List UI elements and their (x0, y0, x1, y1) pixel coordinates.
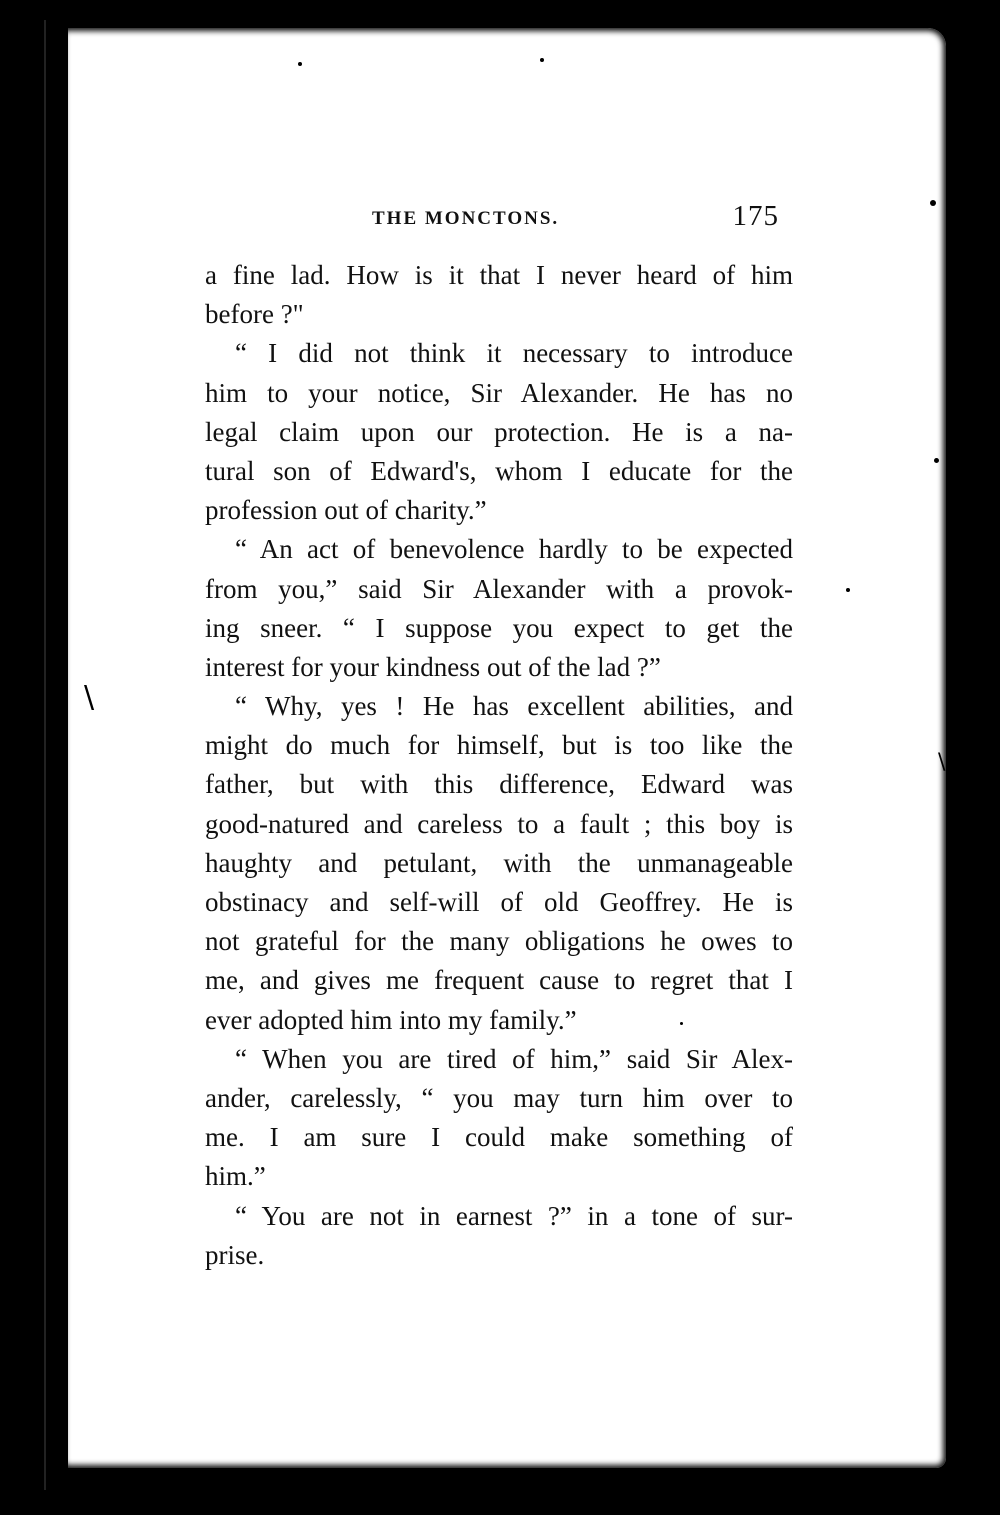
text-line: ing sneer. “ I suppose you expect to get the (205, 612, 793, 643)
text-line: ander, carelessly, “ you may turn him over to (205, 1082, 793, 1113)
text-line: “ An act of benevolence hardly to be expected (235, 534, 793, 565)
running-head: THE MONCTONS. (372, 208, 560, 229)
text-line: prise. (205, 1239, 265, 1270)
text-line: father, but with this difference, Edward was (205, 769, 793, 800)
text-line: interest for your kindness out of the lad ?” (205, 651, 661, 682)
text-line: “ Why, yes ! He has excellent abilities, and (235, 691, 793, 722)
speck (846, 588, 850, 592)
scan-left-border (0, 0, 36, 1515)
text-line: before ?" (205, 299, 304, 330)
stray-mark: \ (84, 680, 95, 715)
text-line: from you,” said Sir Alexander with a provok- (205, 573, 793, 604)
binding-gutter (38, 0, 68, 1515)
text-line: him to your notice, Sir Alexander. He has no (205, 377, 793, 408)
text-line: good-natured and careless to a fault ; this boy is (205, 808, 793, 839)
speck (934, 458, 939, 463)
text-line: haughty and petulant, with the unmanageable (205, 847, 793, 878)
text-line: might do much for himself, but is too like the (205, 730, 793, 761)
text-line: not grateful for the many obligations he owes to (205, 926, 793, 957)
speck (298, 62, 302, 66)
text-line: legal claim upon our protection. He is a na- (205, 416, 793, 447)
text-line: ever adopted him into my family.” (205, 1004, 577, 1035)
text-line: me, and gives me frequent cause to regret that I (205, 965, 793, 996)
speck (930, 200, 936, 206)
text-line: a fine lad. How is it that I never heard of him (205, 260, 793, 290)
page-header (207, 200, 787, 240)
text-line: “ When you are tired of him,” said Sir Alex- (235, 1043, 793, 1074)
stray-mark: \ (938, 750, 946, 775)
text-line: “ I did not think it necessary to introduce (235, 338, 793, 369)
text-line: me. I am sure I could make something of (205, 1122, 793, 1153)
text-line: tural son of Edward's, whom I educate for the (205, 455, 793, 486)
text-line: “ You are not in earnest ?” in a tone of sur- (235, 1200, 793, 1231)
gutter-edge-line (44, 20, 46, 1490)
text-line: profession out of charity.” (205, 495, 487, 526)
text-line: him.” (205, 1161, 266, 1192)
text-line: obstinacy and self-will of old Geoffrey. He is (205, 887, 793, 917)
body-text (205, 256, 793, 1275)
page-number: 175 (732, 200, 779, 232)
speck (540, 58, 544, 62)
